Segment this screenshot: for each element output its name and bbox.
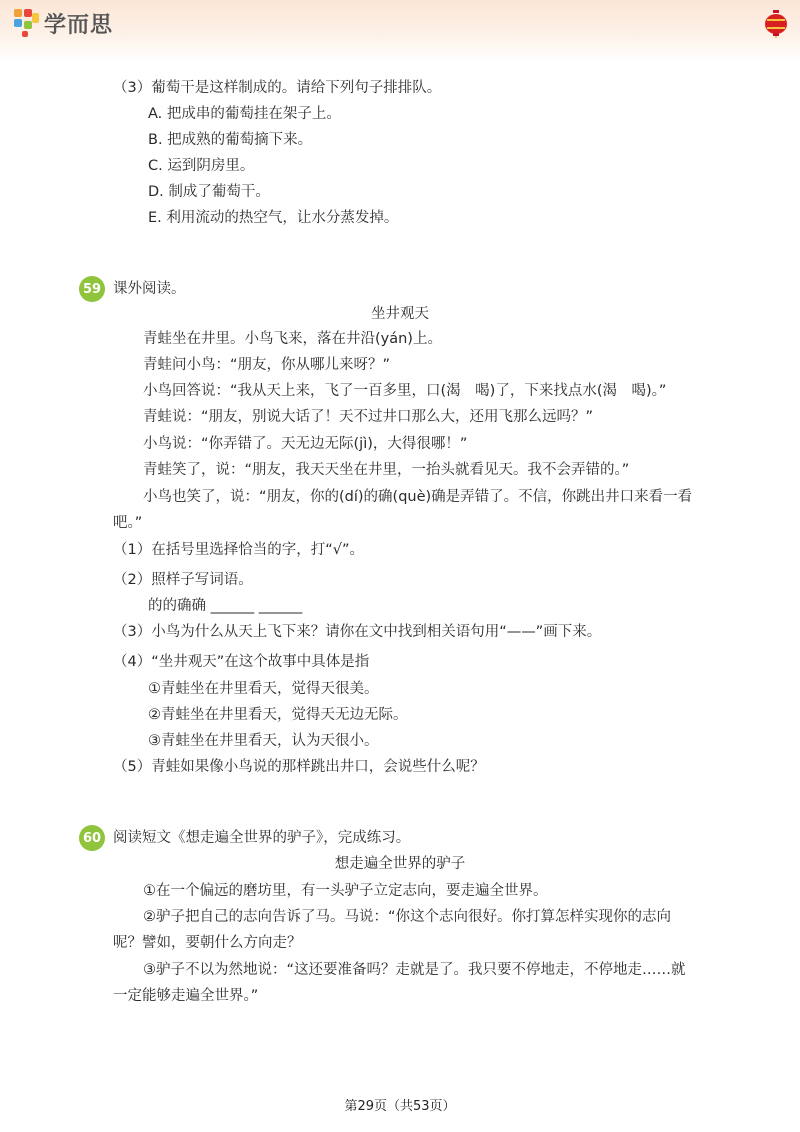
question-number-badge: 60 <box>79 825 105 851</box>
q59-passage-line: 小鸟也笑了，说：“朋友，你的(dí)的确(què)确是弄错了。不信，你跳出井口来看一看 <box>143 489 693 505</box>
lantern-icon <box>764 10 788 38</box>
q3-option-e: E. 利用流动的热空气，让水分蒸发掉。 <box>148 210 399 226</box>
q59-passage-line: 青蛙坐在井里。小鸟飞来，落在井沿(yán)上。 <box>143 331 442 347</box>
q59-passage-line: 小鸟回答说：“我从天上来，飞了一百多里，口(渴 喝)了，下来找点水(渴 喝)。” <box>143 383 667 399</box>
brand-logo <box>14 8 113 38</box>
q3-option-b: B. 把成熟的葡萄摘下来。 <box>148 132 313 148</box>
q59-sub5: （5）青蛙如果像小鸟说的那样跳出井口，会说些什么呢？ <box>113 759 485 775</box>
logo-text: 学而思 <box>44 12 114 38</box>
q59-passage-title: 坐井观天 <box>371 306 429 322</box>
q3-stem: （3）葡萄干是这样制成的。请给下列句子排排队。 <box>113 80 442 96</box>
q60-passage-line: 一定能够走遍全世界。” <box>113 988 259 1004</box>
q60-heading: 阅读短文《想走遍全世界的驴子》，完成练习。 <box>113 830 411 846</box>
q59-passage-line: 小鸟说：“你弄错了。天无边无际(jì)，大得很哪！” <box>143 436 468 452</box>
q60-passage-line: ③驴子不以为然地说：“这还要准备吗？走就是了。我只要不停地走，不停地走……就 <box>143 962 686 978</box>
q60-passage-title: 想走遍全世界的驴子 <box>334 856 466 872</box>
question-number-badge: 59 <box>79 276 105 302</box>
q59-sub4-option: ①青蛙坐在井里看天，觉得天很美。 <box>148 681 379 697</box>
q59-heading: 课外阅读。 <box>113 281 186 297</box>
q60-passage-line: ②驴子把自己的志向告诉了马。马说：“你这个志向很好。你打算怎样实现你的志向 <box>143 909 672 925</box>
q3-option-a: A. 把成串的葡萄挂在架子上。 <box>148 106 341 122</box>
q60-passage-line: 呢？譬如，要朝什么方向走？ <box>113 935 302 951</box>
page-number: 第29页（共53页） <box>344 1099 456 1114</box>
logo-mark-icon <box>14 9 40 37</box>
q60-passage-line: ①在一个偏远的磨坊里，有一头驴子立定志向，要走遍全世界。 <box>143 883 548 899</box>
q59-sub2-example: 的的确确 ______ ______ <box>148 598 303 614</box>
q59-passage-line: 青蛙说：“朋友，别说大话了！天不过井口那么大，还用飞那么远吗？” <box>143 409 594 425</box>
q59-sub1: （1）在括号里选择恰当的字，打“√”。 <box>113 542 364 558</box>
q59-sub4-option: ②青蛙坐在井里看天，觉得天无边无际。 <box>148 707 408 723</box>
q59-sub2: （2）照样子写词语。 <box>113 572 253 588</box>
q59-passage-line: 青蛙笑了，说：“朋友，我天天坐在井里，一抬头就看见天。我不会弄错的。” <box>143 462 630 478</box>
q59-passage-line: 吧。” <box>113 515 143 531</box>
page-header <box>0 0 800 62</box>
q3-option-c: C. 运到阴房里。 <box>148 158 255 174</box>
q3-option-d: D. 制成了葡萄干。 <box>148 184 270 200</box>
q59-sub4-option: ③青蛙坐在井里看天，认为天很小。 <box>148 733 379 749</box>
q59-sub3: （3）小鸟为什么从天上飞下来？请你在文中找到相关语句用“——”画下来。 <box>113 624 602 640</box>
q59-sub4: （4）“坐井观天”在这个故事中具体是指 <box>113 654 370 670</box>
q59-passage-line: 青蛙问小鸟：“朋友，你从哪儿来呀？” <box>143 357 391 373</box>
